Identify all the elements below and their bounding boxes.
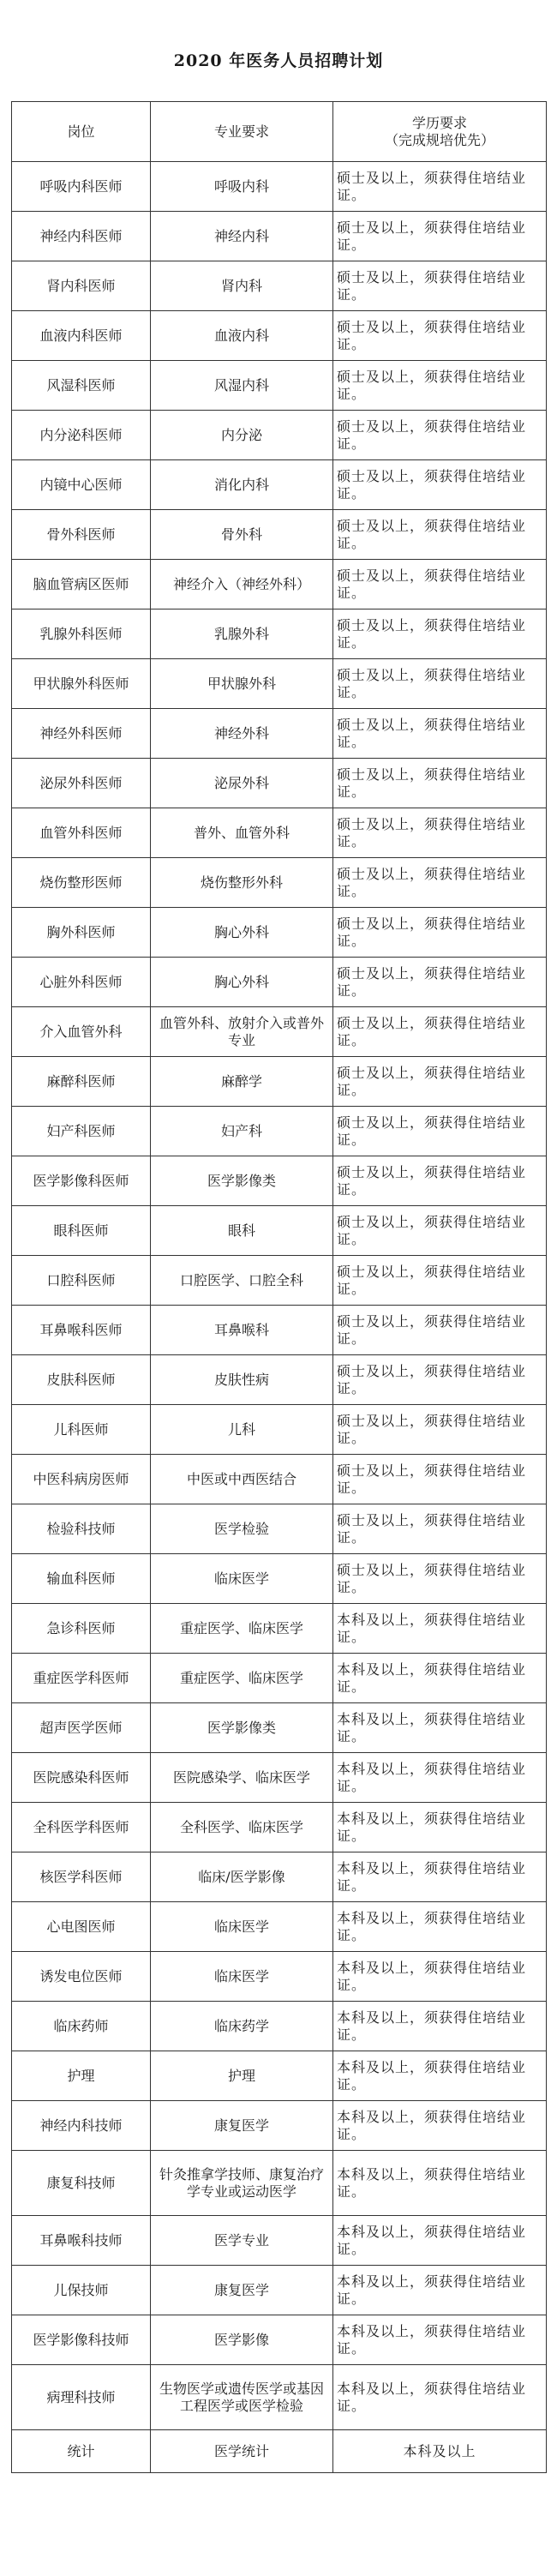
header-education-line1: 学历要求 <box>411 114 467 131</box>
cell-major: 神经介入（神经外科） <box>151 560 333 609</box>
cell-education: 硕士及以上，须获得住培结业证。 <box>333 1306 547 1355</box>
cell-education: 硕士及以上，须获得住培结业证。 <box>333 1057 547 1107</box>
cell-position: 儿保技师 <box>12 2266 151 2315</box>
table-row <box>12 709 547 759</box>
cell-position: 统计 <box>12 2430 151 2473</box>
table-row <box>12 460 547 510</box>
cell-position: 康复科技师 <box>12 2151 151 2216</box>
cell-education: 本科及以上，须获得住培结业证。 <box>333 1852 547 1902</box>
cell-major: 儿科 <box>151 1405 333 1455</box>
table-row <box>12 808 547 858</box>
cell-major: 中医或中西医结合 <box>151 1455 333 1504</box>
table-row <box>12 510 547 560</box>
table-body <box>12 162 547 2473</box>
cell-major: 胸心外科 <box>151 958 333 1007</box>
recruitment-table <box>11 101 547 2473</box>
cell-position: 肾内科医师 <box>12 261 151 311</box>
cell-education: 本科及以上，须获得住培结业证。 <box>333 1703 547 1753</box>
cell-education: 硕士及以上，须获得住培结业证。 <box>333 411 547 460</box>
cell-education: 硕士及以上，须获得住培结业证。 <box>333 958 547 1007</box>
table-row <box>12 2051 547 2101</box>
cell-major: 医学影像类 <box>151 1703 333 1753</box>
cell-position: 临床药师 <box>12 2002 151 2051</box>
table-row <box>12 958 547 1007</box>
cell-major: 普外、血管外科 <box>151 808 333 858</box>
cell-position: 麻醉科医师 <box>12 1057 151 1107</box>
table-row <box>12 2151 547 2216</box>
table-header-row <box>12 102 547 162</box>
cell-education: 硕士及以上，须获得住培结业证。 <box>333 560 547 609</box>
cell-education: 硕士及以上，须获得住培结业证。 <box>333 311 547 361</box>
cell-major: 内分泌 <box>151 411 333 460</box>
cell-education: 本科及以上，须获得住培结业证。 <box>333 2216 547 2266</box>
cell-position: 耳鼻喉科医师 <box>12 1306 151 1355</box>
cell-major: 护理 <box>151 2051 333 2101</box>
cell-position: 医学影像科技师 <box>12 2315 151 2365</box>
cell-major: 针灸推拿学技师、康复治疗学专业或运动医学 <box>151 2151 333 2216</box>
cell-position: 耳鼻喉科技师 <box>12 2216 151 2266</box>
cell-education: 硕士及以上，须获得住培结业证。 <box>333 908 547 958</box>
cell-position: 胸外科医师 <box>12 908 151 958</box>
table-row <box>12 1007 547 1057</box>
cell-position: 神经内科医师 <box>12 212 151 261</box>
cell-major: 医学专业 <box>151 2216 333 2266</box>
cell-major: 烧伤整形外科 <box>151 858 333 908</box>
cell-position: 介入血管外科 <box>12 1007 151 1057</box>
cell-major: 骨外科 <box>151 510 333 560</box>
cell-education: 硕士及以上，须获得住培结业证。 <box>333 1206 547 1256</box>
table-row <box>12 2266 547 2315</box>
cell-education: 硕士及以上，须获得住培结业证。 <box>333 1405 547 1455</box>
cell-position: 重症医学科医师 <box>12 1654 151 1703</box>
cell-position: 神经内科技师 <box>12 2101 151 2151</box>
cell-major: 血管外科、放射介入或普外专业 <box>151 1007 333 1057</box>
cell-position: 中医科病房医师 <box>12 1455 151 1504</box>
cell-major: 眼科 <box>151 1206 333 1256</box>
cell-major: 神经内科 <box>151 212 333 261</box>
cell-position: 输血科医师 <box>12 1554 151 1604</box>
table-row <box>12 1355 547 1405</box>
cell-position: 烧伤整形医师 <box>12 858 151 908</box>
table-row <box>12 1156 547 1206</box>
cell-major: 全科医学、临床医学 <box>151 1803 333 1852</box>
cell-education: 硕士及以上，须获得住培结业证。 <box>333 858 547 908</box>
cell-position: 检验科技师 <box>12 1504 151 1554</box>
cell-position: 内镜中心医师 <box>12 460 151 510</box>
cell-major: 重症医学、临床医学 <box>151 1654 333 1703</box>
cell-position: 骨外科医师 <box>12 510 151 560</box>
cell-position: 儿科医师 <box>12 1405 151 1455</box>
table-row <box>12 1256 547 1306</box>
table-row <box>12 659 547 709</box>
table-row <box>12 1107 547 1156</box>
cell-education: 硕士及以上，须获得住培结业证。 <box>333 1107 547 1156</box>
cell-position: 血管外科医师 <box>12 808 151 858</box>
table-row <box>12 212 547 261</box>
table-row <box>12 2002 547 2051</box>
cell-position: 病理科技师 <box>12 2365 151 2430</box>
table-row <box>12 361 547 411</box>
cell-position: 心电图医师 <box>12 1902 151 1952</box>
table-row <box>12 1405 547 1455</box>
cell-education: 硕士及以上，须获得住培结业证。 <box>333 1455 547 1504</box>
table-row <box>12 2315 547 2365</box>
table-row <box>12 1604 547 1654</box>
table-row <box>12 1654 547 1703</box>
table-row <box>12 759 547 808</box>
cell-education: 本科及以上 <box>333 2430 547 2473</box>
table-row <box>12 1554 547 1604</box>
cell-education: 硕士及以上，须获得住培结业证。 <box>333 1504 547 1554</box>
cell-education: 本科及以上，须获得住培结业证。 <box>333 2315 547 2365</box>
cell-education: 硕士及以上，须获得住培结业证。 <box>333 1355 547 1405</box>
header-major: 专业要求 <box>151 102 333 162</box>
table-row <box>12 1306 547 1355</box>
cell-major: 呼吸内科 <box>151 162 333 212</box>
cell-major: 妇产科 <box>151 1107 333 1156</box>
cell-position: 口腔科医师 <box>12 1256 151 1306</box>
cell-education: 本科及以上，须获得住培结业证。 <box>333 2101 547 2151</box>
table-row <box>12 1952 547 2002</box>
table-row <box>12 2365 547 2430</box>
cell-education: 硕士及以上，须获得住培结业证。 <box>333 759 547 808</box>
document-title: 2020 年医务人员招聘计划 <box>173 51 384 70</box>
cell-education: 硕士及以上，须获得住培结业证。 <box>333 709 547 759</box>
cell-education: 硕士及以上，须获得住培结业证。 <box>333 460 547 510</box>
header-education <box>333 102 547 162</box>
cell-major: 胸心外科 <box>151 908 333 958</box>
table-row <box>12 560 547 609</box>
cell-position: 眼科医师 <box>12 1206 151 1256</box>
table-row <box>12 162 547 212</box>
cell-education: 硕士及以上，须获得住培结业证。 <box>333 510 547 560</box>
cell-position: 诱发电位医师 <box>12 1952 151 2002</box>
cell-major: 临床药学 <box>151 2002 333 2051</box>
cell-major: 临床/医学影像 <box>151 1852 333 1902</box>
table-row <box>12 1206 547 1256</box>
header-position: 岗位 <box>12 102 151 162</box>
cell-position: 妇产科医师 <box>12 1107 151 1156</box>
table-row <box>12 261 547 311</box>
cell-education: 硕士及以上，须获得住培结业证。 <box>333 808 547 858</box>
cell-major: 乳腺外科 <box>151 609 333 659</box>
cell-education: 硕士及以上，须获得住培结业证。 <box>333 1554 547 1604</box>
cell-position: 内分泌科医师 <box>12 411 151 460</box>
cell-position: 神经外科医师 <box>12 709 151 759</box>
cell-major: 医学影像类 <box>151 1156 333 1206</box>
cell-major: 消化内科 <box>151 460 333 510</box>
cell-position: 医学影像科医师 <box>12 1156 151 1206</box>
cell-position: 乳腺外科医师 <box>12 609 151 659</box>
cell-major: 肾内科 <box>151 261 333 311</box>
cell-education: 本科及以上，须获得住培结业证。 <box>333 1604 547 1654</box>
cell-position: 皮肤科医师 <box>12 1355 151 1405</box>
cell-education: 硕士及以上，须获得住培结业证。 <box>333 659 547 709</box>
table-row <box>12 609 547 659</box>
cell-major: 麻醉学 <box>151 1057 333 1107</box>
cell-position: 全科医学科医师 <box>12 1803 151 1852</box>
cell-major: 耳鼻喉科 <box>151 1306 333 1355</box>
cell-major: 临床医学 <box>151 1952 333 2002</box>
cell-position: 血液内科医师 <box>12 311 151 361</box>
cell-major: 风湿内科 <box>151 361 333 411</box>
cell-education: 硕士及以上，须获得住培结业证。 <box>333 1007 547 1057</box>
cell-major: 康复医学 <box>151 2101 333 2151</box>
table-row <box>12 1703 547 1753</box>
cell-education: 本科及以上，须获得住培结业证。 <box>333 2365 547 2430</box>
table-row <box>12 1455 547 1504</box>
cell-major: 口腔医学、口腔全科 <box>151 1256 333 1306</box>
cell-major: 医学影像 <box>151 2315 333 2365</box>
cell-education: 本科及以上，须获得住培结业证。 <box>333 1952 547 2002</box>
cell-education: 本科及以上，须获得住培结业证。 <box>333 1654 547 1703</box>
cell-position: 心脏外科医师 <box>12 958 151 1007</box>
cell-major: 医院感染学、临床医学 <box>151 1753 333 1803</box>
cell-position: 泌尿外科医师 <box>12 759 151 808</box>
cell-education: 硕士及以上，须获得住培结业证。 <box>333 1256 547 1306</box>
cell-education: 本科及以上，须获得住培结业证。 <box>333 2002 547 2051</box>
cell-education: 硕士及以上，须获得住培结业证。 <box>333 162 547 212</box>
cell-position: 医院感染科医师 <box>12 1753 151 1803</box>
table-row <box>12 1753 547 1803</box>
cell-position: 核医学科医师 <box>12 1852 151 1902</box>
table-row <box>12 1902 547 1952</box>
cell-major: 泌尿外科 <box>151 759 333 808</box>
table-row <box>12 1057 547 1107</box>
table-row <box>12 1803 547 1852</box>
cell-position: 超声医学医师 <box>12 1703 151 1753</box>
cell-major: 医学检验 <box>151 1504 333 1554</box>
cell-position: 风湿科医师 <box>12 361 151 411</box>
cell-major: 医学统计 <box>151 2430 333 2473</box>
cell-major: 神经外科 <box>151 709 333 759</box>
cell-major: 生物医学或遗传医学或基因工程医学或医学检验 <box>151 2365 333 2430</box>
cell-education: 本科及以上，须获得住培结业证。 <box>333 2266 547 2315</box>
cell-education: 本科及以上，须获得住培结业证。 <box>333 2151 547 2216</box>
cell-position: 甲状腺外科医师 <box>12 659 151 709</box>
cell-education: 本科及以上，须获得住培结业证。 <box>333 2051 547 2101</box>
cell-education: 硕士及以上，须获得住培结业证。 <box>333 609 547 659</box>
cell-position: 急诊科医师 <box>12 1604 151 1654</box>
cell-major: 血液内科 <box>151 311 333 361</box>
table-row <box>12 411 547 460</box>
table-row <box>12 1852 547 1902</box>
cell-position: 脑血管病区医师 <box>12 560 151 609</box>
cell-major: 皮肤性病 <box>151 1355 333 1405</box>
cell-education: 硕士及以上，须获得住培结业证。 <box>333 261 547 311</box>
cell-education: 本科及以上，须获得住培结业证。 <box>333 1803 547 1852</box>
table-row <box>12 858 547 908</box>
cell-education: 硕士及以上，须获得住培结业证。 <box>333 1156 547 1206</box>
cell-education: 本科及以上，须获得住培结业证。 <box>333 1902 547 1952</box>
cell-major: 甲状腺外科 <box>151 659 333 709</box>
table-row <box>12 1504 547 1554</box>
cell-position: 呼吸内科医师 <box>12 162 151 212</box>
table-row <box>12 311 547 361</box>
table-row <box>12 2101 547 2151</box>
header-education-line2: （完成规培优先） <box>384 131 494 148</box>
cell-education: 本科及以上，须获得住培结业证。 <box>333 1753 547 1803</box>
cell-major: 临床医学 <box>151 1554 333 1604</box>
cell-major: 重症医学、临床医学 <box>151 1604 333 1654</box>
cell-major: 临床医学 <box>151 1902 333 1952</box>
cell-education: 硕士及以上，须获得住培结业证。 <box>333 212 547 261</box>
table-row <box>12 908 547 958</box>
table-row <box>12 2216 547 2266</box>
cell-position: 护理 <box>12 2051 151 2101</box>
cell-education: 硕士及以上，须获得住培结业证。 <box>333 361 547 411</box>
table-row <box>12 2430 547 2473</box>
cell-major: 康复医学 <box>151 2266 333 2315</box>
